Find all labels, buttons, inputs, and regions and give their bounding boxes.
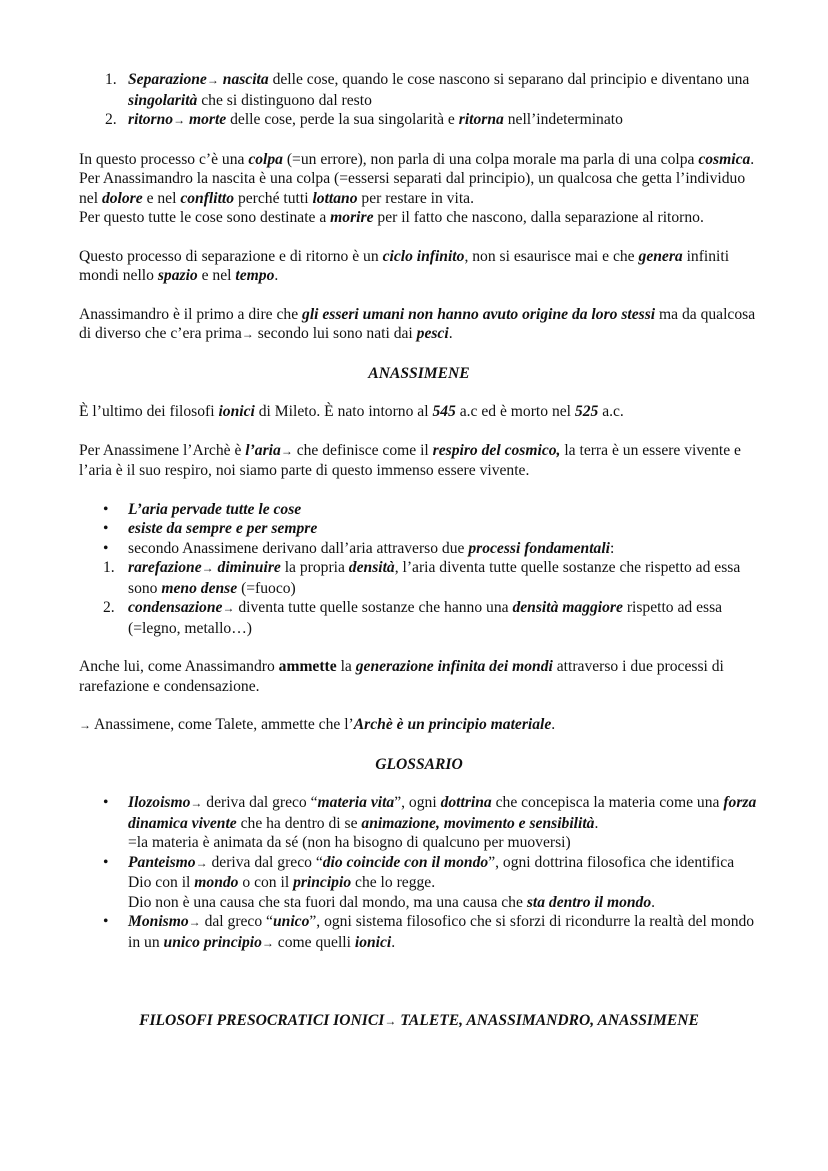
term-ionici: ionici xyxy=(218,403,255,420)
list-number: 2. xyxy=(105,111,117,128)
text-run: Per questo tutte le cose sono destinate a xyxy=(79,209,331,226)
term-diminuire: diminuire xyxy=(217,559,281,576)
term-dottrina: dottrina xyxy=(440,794,492,811)
arrow-icon: → xyxy=(384,1014,397,1028)
text-run: In questo processo c’è una xyxy=(79,150,249,168)
text-run: e nel xyxy=(142,189,181,207)
term-respiro: respiro del cosmico, xyxy=(432,441,561,459)
term-singolarita: singolarità xyxy=(128,91,198,109)
list-item-rarefazione xyxy=(103,558,759,598)
text-run: rispetto ad essa (=legno, metallo…) xyxy=(128,599,723,637)
term-dentro-mondo: sta dentro il mondo xyxy=(526,893,652,911)
list-number: 1. xyxy=(103,559,115,576)
text-run: ”, ogni sistema filosofico che si sforzi di ricondurre la realtà del mondo in un xyxy=(128,913,755,951)
text-run: delle cose, perde la sua singolarità e xyxy=(226,111,459,128)
text-run: infiniti mondi nello xyxy=(79,247,730,284)
text-run: che si distinguono dal resto xyxy=(197,91,372,109)
text-run: : xyxy=(610,539,615,557)
term-materia-vita: materia vita xyxy=(317,794,395,811)
list-item-separazione xyxy=(105,70,759,110)
term-panteismo: Panteismo xyxy=(128,853,196,871)
list-item-text xyxy=(128,110,759,131)
term-ionici: ionici xyxy=(354,933,392,951)
arrow-icon: → xyxy=(241,327,254,341)
term-ritorno: ritorno xyxy=(128,111,174,128)
term-nascita: nascita xyxy=(222,71,269,88)
list-item-ritorno xyxy=(105,110,759,131)
text-run: FILOSOFI PRESOCRATICI IONICI xyxy=(139,1012,385,1029)
text-run: la terra è un essere vivente e l’aria è il suo respiro, noi siamo parte di questo immenso essere vivente. xyxy=(79,441,741,479)
text-run: perché tutti xyxy=(234,189,313,207)
text-run: la propria xyxy=(280,559,349,576)
text-run: . xyxy=(651,893,656,911)
text-run: . xyxy=(551,716,556,733)
text-run: . xyxy=(391,933,396,951)
paragraph-aria xyxy=(79,441,759,481)
text-run: , l’aria diventa tutte quelle sostanze che rispetto ad essa sono xyxy=(128,559,741,597)
arrow-icon: → xyxy=(188,915,201,929)
bullet-icon: • xyxy=(103,913,109,930)
text-run: deriva dal greco “ xyxy=(207,853,323,871)
paragraph-origine xyxy=(79,305,759,345)
term-principio: principio xyxy=(293,874,352,891)
text-run: che definisce come il xyxy=(292,441,433,459)
term-monismo: Monismo xyxy=(128,913,189,930)
arrow-icon: → xyxy=(261,935,274,950)
term-colpa: colpa xyxy=(248,150,283,168)
text-run: . xyxy=(274,267,279,284)
list-item-text xyxy=(128,598,759,638)
text-run: deriva dal greco “ xyxy=(202,794,318,811)
bullet-text xyxy=(128,539,759,559)
text-run: . xyxy=(594,814,599,832)
term-rarefazione: rarefazione xyxy=(128,559,202,576)
text-run: (=fuoco) xyxy=(237,579,296,597)
year-545: 545 xyxy=(432,403,456,420)
text-run: , non si esaurisce mai e che xyxy=(464,247,639,265)
paragraph-generazione xyxy=(79,657,759,696)
term-tempo: tempo xyxy=(235,267,275,284)
term-ciclo-infinito: ciclo infinito xyxy=(382,247,465,265)
term-densita: densità xyxy=(348,559,395,576)
bullet-text: L’aria pervade tutte le cose xyxy=(128,500,302,518)
text-run: (=un errore), non parla di una colpa morale ma parla di una colpa xyxy=(282,150,699,168)
text-run: diventa tutte quelle sostanze che hanno una xyxy=(234,599,513,616)
term-origine: gli esseri umani non hanno avuto origine da loro stessi xyxy=(302,305,656,323)
term-ammette: ammette xyxy=(278,658,337,675)
text-run: Anassimene, come Talete, ammette che l’ xyxy=(91,716,354,733)
text-run: a.c. xyxy=(598,403,624,420)
term-dio-mondo: dio coincide con il mondo xyxy=(322,853,489,871)
text-run: per restare in vita. xyxy=(357,189,474,207)
text-run: È l’ultimo dei filosofi xyxy=(79,403,219,420)
bullet-icon: • xyxy=(103,794,109,811)
text-run: Anche lui, come Anassimandro xyxy=(79,658,279,675)
term-lottano: lottano xyxy=(312,189,358,207)
bullet-icon: • xyxy=(103,500,109,518)
text-run: come quelli xyxy=(273,933,355,951)
text-run: a.c ed è morto nel xyxy=(455,403,575,420)
term-ritorna: ritorna xyxy=(458,111,504,128)
term-principio-materiale: Archè è un principio materiale xyxy=(353,716,552,733)
text-run: di Mileto. È nato intorno al xyxy=(254,403,433,420)
text-run: che lo regge. xyxy=(351,874,436,891)
glossary-text xyxy=(128,853,759,913)
arrow-icon: → xyxy=(201,561,214,575)
term-dolore: dolore xyxy=(101,189,143,207)
text-run: . Per Anassimandro la nascita è una colpa (=essersi separati dal principio), un qualcosa che getta l’individuo nel xyxy=(79,150,755,207)
final-heading xyxy=(79,1011,759,1032)
term-generazione: generazione infinita dei mondi xyxy=(355,658,553,675)
arrow-icon: → xyxy=(222,601,235,615)
glossary-item-ilozoismo xyxy=(103,793,759,853)
paragraph-colpa xyxy=(79,150,759,209)
term-pesci: pesci xyxy=(416,325,449,342)
text-run: attraverso i due processi di rarefazione e condensazione. xyxy=(79,658,724,695)
paragraph-talete xyxy=(79,715,759,736)
text-run: che ha dentro di se xyxy=(236,814,362,832)
arrow-icon: → xyxy=(190,796,203,810)
glossary-text xyxy=(128,912,759,953)
glossary-item-monismo xyxy=(103,912,759,953)
term-cosmica: cosmica xyxy=(698,150,751,168)
list-item-text xyxy=(128,70,759,110)
arrow-icon: → xyxy=(280,443,293,458)
text-run: Dio non è una causa che sta fuori dal mondo, ma una causa che xyxy=(128,893,527,911)
term-unico-principio: unico principio xyxy=(163,933,262,951)
text-run: secondo lui sono nati dai xyxy=(253,325,417,342)
list-item-text xyxy=(128,558,759,598)
heading-glossario: GLOSSARIO xyxy=(375,755,463,773)
arrow-icon: → xyxy=(79,718,91,732)
bullet-icon: • xyxy=(103,520,109,537)
bullet-item xyxy=(103,519,759,539)
term-ilozoismo: Ilozoismo xyxy=(128,794,191,811)
text-run: . xyxy=(448,325,453,342)
bullet-item xyxy=(103,500,759,520)
term-meno-dense: meno dense xyxy=(161,579,238,597)
year-525: 525 xyxy=(574,403,599,420)
text-run: ”, ogni dottrina filosofica che identifica Dio con il xyxy=(128,853,735,891)
list-number: 1. xyxy=(105,71,117,88)
text-run: la xyxy=(336,658,356,675)
arrow-icon: → xyxy=(195,855,208,870)
text-run: e nel xyxy=(197,267,236,284)
term-conflitto: conflitto xyxy=(180,189,235,207)
list-number: 2. xyxy=(103,599,115,616)
text-run: ma da qualcosa di diverso che c’era prima xyxy=(79,305,756,342)
text-run: TALETE, ANASSIMANDRO, ANASSIMENE xyxy=(396,1012,699,1029)
term-spazio: spazio xyxy=(157,267,198,284)
arrow-icon: → xyxy=(206,73,219,87)
term-forza-dinamica: forza dinamica vivente xyxy=(128,794,757,832)
paragraph-ciclo xyxy=(79,247,759,286)
term-morire: morire xyxy=(330,209,374,226)
text-run: delle cose, quando le cose nascono si separano dal principio e diventano una xyxy=(268,71,750,88)
bullet-item xyxy=(103,539,759,559)
term-condensazione: condensazione xyxy=(128,599,223,616)
term-genera: genera xyxy=(638,247,683,265)
text-run: =la materia è animata da sé (non ha bisogno di qualcuno per muoversi) xyxy=(128,834,571,851)
document-page xyxy=(79,70,759,1032)
term-separazione: Separazione xyxy=(128,71,207,88)
term-aria: l’aria xyxy=(245,441,281,459)
bullet-text: esiste da sempre e per sempre xyxy=(128,520,318,537)
text-run: Anassimandro è il primo a dire che xyxy=(79,305,303,323)
text-run: dal greco “ xyxy=(200,913,273,930)
paragraph-morire xyxy=(79,208,759,228)
term-processi: processi fondamentali xyxy=(468,539,610,557)
term-mondo: mondo xyxy=(194,874,239,891)
text-run: che concepisca la materia come una xyxy=(491,794,724,811)
term-animazione: animazione, movimento e sensibilità xyxy=(361,814,595,832)
heading-anassimene: ANASSIMENE xyxy=(368,364,470,382)
bullet-icon: • xyxy=(103,539,109,557)
text-run: ”, ogni xyxy=(394,794,441,811)
text-run: secondo Anassimene derivano dall’aria attraverso due xyxy=(128,539,469,557)
glossary-text xyxy=(128,793,759,853)
text-run: per il fatto che nascono, dalla separazione al ritorno. xyxy=(373,209,704,226)
term-unico: unico xyxy=(272,913,310,930)
text-run: nell’indeterminato xyxy=(503,111,623,128)
text-run: Questo processo di separazione e di ritorno è un xyxy=(79,247,383,265)
text-run: o con il xyxy=(238,874,294,891)
term-morte: morte xyxy=(188,111,227,128)
text-run: Per Anassimene l’Archè è xyxy=(79,441,246,459)
glossary-item-panteismo xyxy=(103,853,759,913)
term-densita-maggiore: densità maggiore xyxy=(512,599,623,616)
list-item-condensazione xyxy=(103,598,759,638)
paragraph-ionici xyxy=(79,402,759,422)
arrow-icon: → xyxy=(173,113,186,127)
bullet-icon: • xyxy=(103,853,109,871)
